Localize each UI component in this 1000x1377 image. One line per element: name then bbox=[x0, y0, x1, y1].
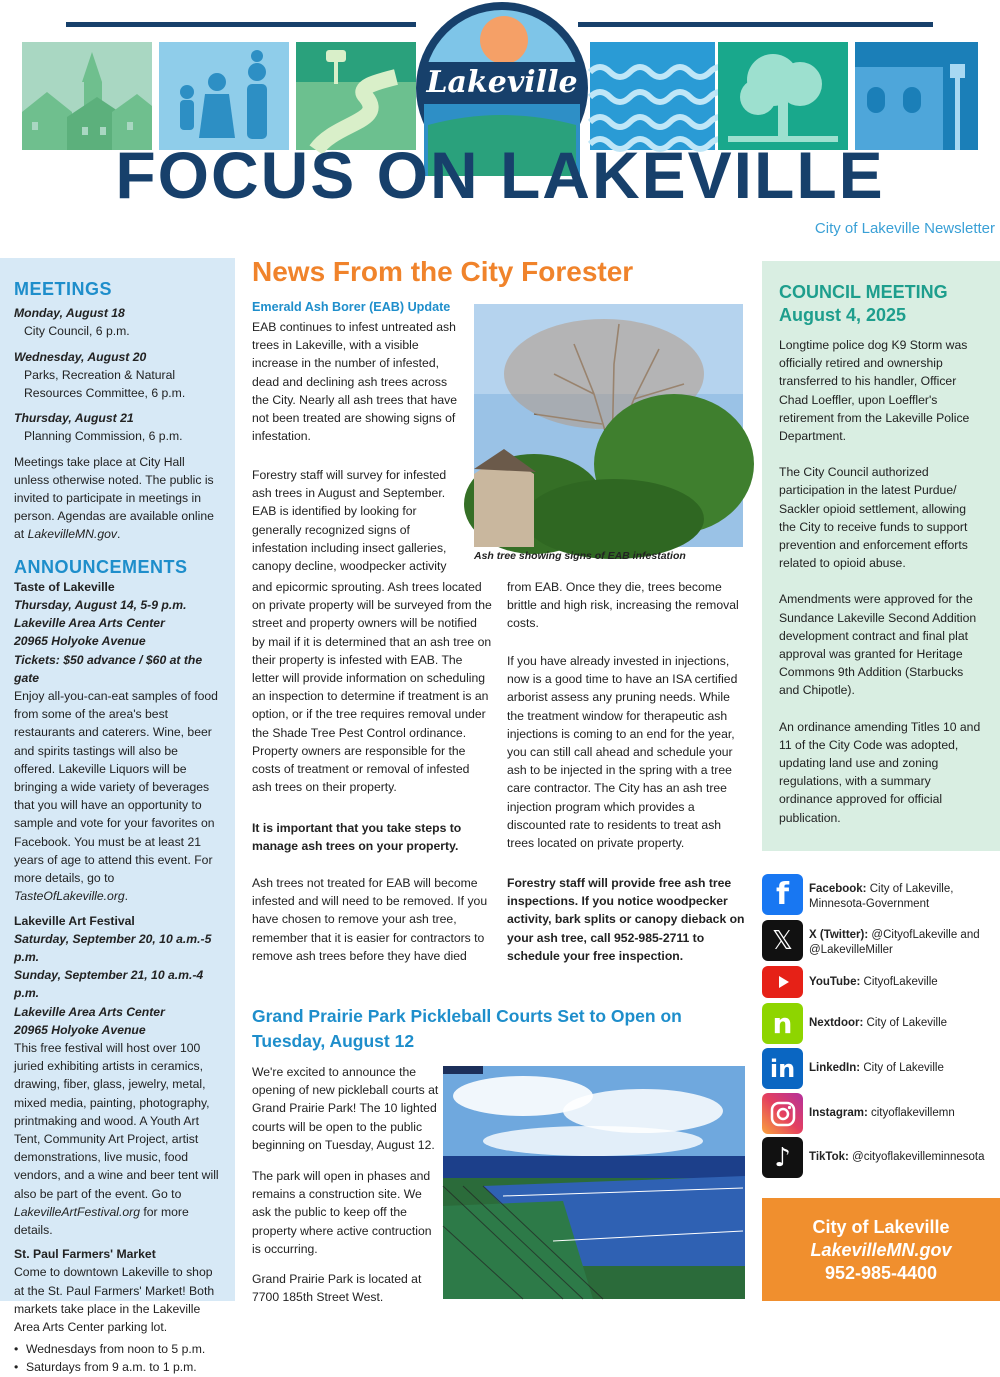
taste-title: Taste of Lakeville bbox=[14, 579, 115, 594]
forester-p3: It is important that you take steps to manage ash trees on your property. bbox=[252, 821, 462, 854]
social-label: YouTube: bbox=[809, 976, 861, 988]
social-label: Nextdoor: bbox=[809, 1017, 864, 1029]
art-body-end: for more details. bbox=[14, 1204, 189, 1237]
social-label: LinkedIn: bbox=[809, 1062, 861, 1074]
social-label: X (Twitter): bbox=[809, 929, 869, 941]
council-para: An ordinance amending Titles 10 and 11 of the City Code was adopted, updating land use and zoning regulations, with a summary ordinance approved for official publication. bbox=[779, 719, 981, 825]
family-illustration bbox=[159, 42, 289, 150]
nextdoor-icon: n bbox=[762, 1003, 803, 1044]
taste-body-end: . bbox=[124, 889, 129, 904]
social-label: Instagram: bbox=[809, 1107, 868, 1119]
tiktok-icon: ♪ bbox=[762, 1137, 803, 1178]
waves-illustration bbox=[590, 42, 715, 150]
building-illustration bbox=[855, 42, 978, 150]
meeting-desc: Parks, Recreation & Natural Resources Committee, 6 p.m. bbox=[24, 367, 186, 401]
forester-p5: from EAB. Once they die, trees become brittle and high risk, increasing the removal costs. bbox=[507, 580, 739, 631]
contact-phone: 952-985-4400 bbox=[824, 1263, 938, 1283]
facebook-icon: f bbox=[762, 874, 803, 915]
town-illustration bbox=[22, 42, 152, 150]
tree-illustration bbox=[718, 42, 848, 150]
social-value: @CityofLakeville and @LakevilleMiller bbox=[809, 929, 980, 956]
art-festival-link[interactable]: LakevilleArtFestival.org bbox=[14, 1204, 140, 1219]
meeting-item bbox=[14, 348, 221, 403]
taste-line: 20965 Holyoke Avenue bbox=[14, 634, 146, 649]
instagram-icon bbox=[762, 1093, 803, 1134]
contact-website-link[interactable]: LakevilleMN.gov bbox=[810, 1240, 952, 1260]
meeting-desc: Planning Commission, 6 p.m. bbox=[24, 429, 183, 444]
social-text bbox=[809, 1061, 999, 1076]
road-illustration bbox=[296, 42, 416, 150]
social-value: @cityoflakevilleminnesota bbox=[852, 1151, 985, 1163]
header-rule-left bbox=[66, 22, 416, 27]
contact-box bbox=[762, 1198, 1000, 1301]
taste-line: Thursday, August 14, 5-9 p.m. bbox=[14, 598, 187, 613]
pickleball-p1: We're excited to announce the opening of new pickleball courts at Grand Prairie Park! The 10 lighted courts will be open to the public beginning on Tuesday, August 12. bbox=[252, 1065, 439, 1152]
art-line: 20965 Holyoke Avenue bbox=[14, 1022, 146, 1037]
art-line: Saturday, September 20, 10 a.m.-5 p.m. bbox=[14, 931, 212, 964]
linkedin-icon: in bbox=[762, 1048, 803, 1089]
taste-line: Tickets: $50 advance / $60 at the gate bbox=[14, 652, 203, 685]
social-value: CityofLakeville bbox=[863, 976, 938, 988]
social-label: TikTok: bbox=[809, 1151, 849, 1163]
logo-wordmark: Lakeville bbox=[426, 65, 578, 100]
meetings-heading: MEETINGS bbox=[14, 279, 113, 299]
newsletter-masthead: FOCUS ON LAKEVILLE bbox=[115, 138, 885, 212]
forester-p2a: Forestry staff will survey for infested ash trees in August and September. EAB is identified by looking for generally recognized signs of infestation including insect galleries, canopy decline, woodpecker activity bbox=[252, 468, 447, 574]
art-festival-title: Lakeville Art Festival bbox=[14, 913, 135, 928]
forester-p1: EAB continues to infest untreated ash trees in Lakeville, with a visible increase in the number of infested, dead and declining ash trees across the City. Nearly all ash trees that have not been treated are showing signs of infestation. bbox=[252, 320, 458, 444]
art-body bbox=[14, 1039, 221, 1239]
council-heading-line1: COUNCIL MEETING bbox=[779, 282, 948, 302]
social-text bbox=[809, 882, 999, 912]
meetings-note-text: Meetings take place at City Hall unless otherwise noted. The public is invited to participate in meetings in person. Agendas are available online at bbox=[14, 454, 214, 542]
forester-p7: Forestry staff will provide free ash tree inspections. If you notice woodpecker activity, bark splits or canopy dieback on your ash tree, call 952-985-2711 to schedule your free inspection. bbox=[507, 876, 745, 963]
social-text bbox=[809, 1150, 999, 1165]
farmers-body: Come to downtown Lakeville to shop at the St. Paul Farmers' Market! Both markets take place in the Lakeville Area Arts Center parking lot. bbox=[14, 1265, 215, 1334]
council-heading bbox=[779, 281, 986, 327]
eab-subhead: Emerald Ash Borer (EAB) Update bbox=[252, 300, 451, 314]
pickleball-title: Grand Prairie Park Pickleball Courts Set to Open on Tuesday, August 12 bbox=[252, 1006, 682, 1051]
pickleball-p3: Grand Prairie Park is located at 7700 185th Street West. bbox=[252, 1272, 422, 1305]
council-para: Amendments were approved for the Sundance Lakeville Second Addition development contract and final plat approval was granted for Heritage Commons 9th Addition (Starbucks and Chipotle). bbox=[779, 592, 977, 698]
social-value: City of Lakeville bbox=[863, 1062, 944, 1074]
forester-title: News From the City Forester bbox=[252, 256, 634, 287]
art-line: Sunday, September 21, 10 a.m.-4 p.m. bbox=[14, 968, 204, 1001]
taste-link[interactable]: TasteOfLakeville.org bbox=[14, 889, 125, 904]
social-text bbox=[809, 975, 999, 990]
social-value: cityoflakevillemn bbox=[871, 1107, 955, 1119]
masthead-banner bbox=[0, 0, 1000, 250]
social-value: City of Lakeville bbox=[866, 1017, 948, 1029]
pickleball-p2: The park will open in phases and remains a construction site. We ask the public to keep off the property where active contruction is occurring. bbox=[252, 1169, 432, 1256]
meeting-item bbox=[14, 409, 221, 445]
meetings-note bbox=[14, 453, 221, 544]
social-value: City of Lakeville, Minnesota-Government bbox=[809, 883, 954, 910]
list-item: • Saturdays from 9 a.m. to 1 p.m. bbox=[14, 1358, 221, 1376]
council-heading-date: August 4, 2025 bbox=[779, 305, 907, 325]
forester-p4: Ash trees not treated for EAB will become infested and will need to be removed. If you have chosen to remove your ash tree, remember that it is easier for contractors to remove ash trees before they have died bbox=[252, 876, 488, 963]
farmers-market-title: St. Paul Farmers' Market bbox=[14, 1247, 156, 1262]
sidebar-left bbox=[0, 258, 235, 1375]
meeting-day: Monday, August 18 bbox=[14, 306, 125, 321]
council-para: Longtime police dog K9 Storm was officially retired and ownership transferred to his handler, Officer Chad Loeffler, upon Loeffler's retirement from the Lakeville Police Department. bbox=[779, 338, 970, 444]
x-twitter-icon: 𝕏 bbox=[762, 920, 803, 961]
pickleball-courts-photo bbox=[443, 1066, 745, 1299]
meeting-desc: City Council, 6 p.m. bbox=[24, 324, 130, 339]
farmers-hours-list bbox=[14, 1340, 221, 1376]
meeting-day: Wednesday, August 20 bbox=[14, 349, 147, 364]
forester-p2b: and epicormic sprouting. Ash trees located on private property will be surveyed from the street and property owners will be notified by mail if it is determined that an ash tree on their property is infested with EAB. The letter will provide information on scheduling an inspection to determine if treatment is an option, or if the tree requires removal under the Shade Tree Pest Control ordinance. Property owners are responsible for the costs of treatment or removal of infested ash trees on their property. bbox=[252, 580, 492, 795]
taste-line: Lakeville Area Arts Center bbox=[14, 616, 165, 631]
meeting-day: Thursday, August 21 bbox=[14, 411, 134, 426]
social-text bbox=[809, 928, 999, 958]
social-label: Facebook: bbox=[809, 883, 867, 895]
ash-tree-photo bbox=[474, 304, 743, 547]
ash-tree-caption: Ash tree showing signs of EAB infestation bbox=[474, 550, 686, 562]
contact-city: City of Lakeville bbox=[812, 1217, 950, 1237]
taste-body-text: Enjoy all-you-can-eat samples of food from some of the area's best restaurants and caterers. Wine, beer and spirits tastings will also be offered. Lakeville Liquors will be bringing a wide variety of beverages that you will have an opportunity to sample and vote for your favorites on Facebook. You must be at least 21 years of age to attend this event. For more details, go to bbox=[14, 689, 218, 886]
header-rule-right bbox=[578, 22, 933, 27]
forester-p6: If you have already invested in injections, now is a good time to have an ISA certified arborist assess any pruning needs. While the treatment window for therapeutic ash injections is coming to an end for the year, you can still call ahead and schedule your ash to be injected in the spring with a tree care contractor. The City has an ash tree injection program which provides a discounted rate to residents to treat ash trees located on private property. bbox=[507, 654, 738, 851]
newsletter-subtitle: City of Lakeville Newsletter bbox=[814, 220, 995, 237]
art-body-text: This free festival will host over 100 juried exhibiting artists in ceramics, drawing, fiber, glass, jewelry, metal, mixed media, painting, photography, printmaking and wood. A Youth Art Tent, Community Art Project, artist demonstrations, live music, food vendors, and a wine and beer tent will also be part of the event. Go to bbox=[14, 1040, 219, 1201]
council-meeting-box bbox=[762, 261, 1000, 851]
announcements-heading: ANNOUNCEMENTS bbox=[14, 556, 188, 577]
council-para: The City Council authorized participation in the latest Purdue/ Sackler opioid settlement, allowing the City to receive funds to support prevention and enforcement efforts related to opioid abuse. bbox=[779, 465, 968, 571]
taste-body bbox=[14, 687, 221, 905]
social-text bbox=[809, 1016, 999, 1031]
meeting-item bbox=[14, 304, 221, 340]
social-text bbox=[809, 1106, 999, 1121]
list-item: • Wednesdays from noon to 5 p.m. bbox=[14, 1340, 221, 1358]
lakevillemn-link[interactable]: LakevilleMN.gov bbox=[27, 527, 117, 542]
meetings-note-end: . bbox=[116, 527, 121, 542]
youtube-icon bbox=[762, 966, 803, 998]
art-line: Lakeville Area Arts Center bbox=[14, 1004, 165, 1019]
